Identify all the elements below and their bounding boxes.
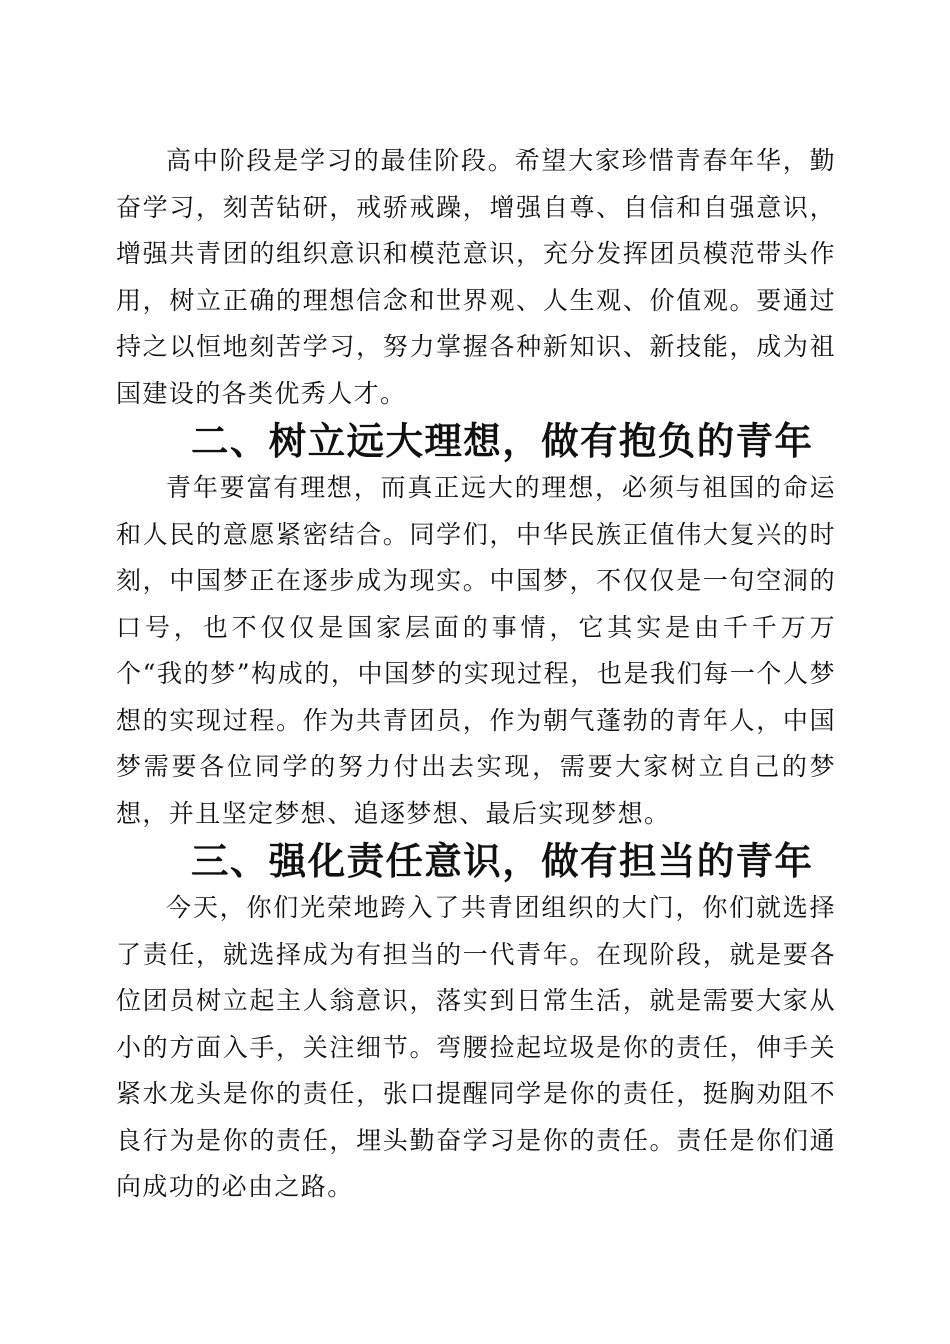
document-page [116,138,836,1211]
paragraph-ideals: 青年要富有理想，而真正远大的理想，必须与祖国的命运和人民的意愿紧密结合。同学们，中华民族正值伟大复兴的时刻，中国梦正在逐步成为现实。中国梦，不仅仅是一句空洞的口号，也不仅仅是国家层面的事情，它其实是由千千万万个“我的梦”构成的，中国梦的实现过程，也是我们每一个人梦想的实现过程。作为共青团员，作为朝气蓬勃的青年人，中国梦需要各位同学的努力付出去实现，需要大家树立自己的梦想，并且坚定梦想、追逐梦想、最后实现梦想。 [116,473,836,828]
section-heading-responsibility: 三、强化责任意识，做有担当的青年 [191,839,814,883]
paragraph-study-stage: 高中阶段是学习的最佳阶段。希望大家珍惜青春年华，勤奋学习，刻苦钻研，戒骄戒躁，增强自尊、自信和自强意识，增强共青团的组织意识和模范意识，充分发挥团员模范带头作用，树立正确的理想信念和世界观、人生观、价值观。要通过持之以恒地刻苦学习，努力掌握各种新知识、新技能，成为祖国建设的各类优秀人才。 [116,146,836,408]
paragraph-responsibility: 今天，你们光荣地跨入了共青团组织的大门，你们就选择了责任，就选择成为有担当的一代青年。在现阶段，就是要各位团员树立起主人翁意识，落实到日常生活，就是需要大家从小的方面入手，关注细节。弯腰捡起垃圾是你的责任，伸手关紧水龙头是你的责任，张口提醒同学是你的责任，挺胸劝阻不良行为是你的责任，埋头勤奋学习是你的责任。责任是你们通向成功的必由之路。 [116,893,836,1201]
section-heading-ideals: 二、树立远大理想，做有抱负的青年 [191,419,814,463]
